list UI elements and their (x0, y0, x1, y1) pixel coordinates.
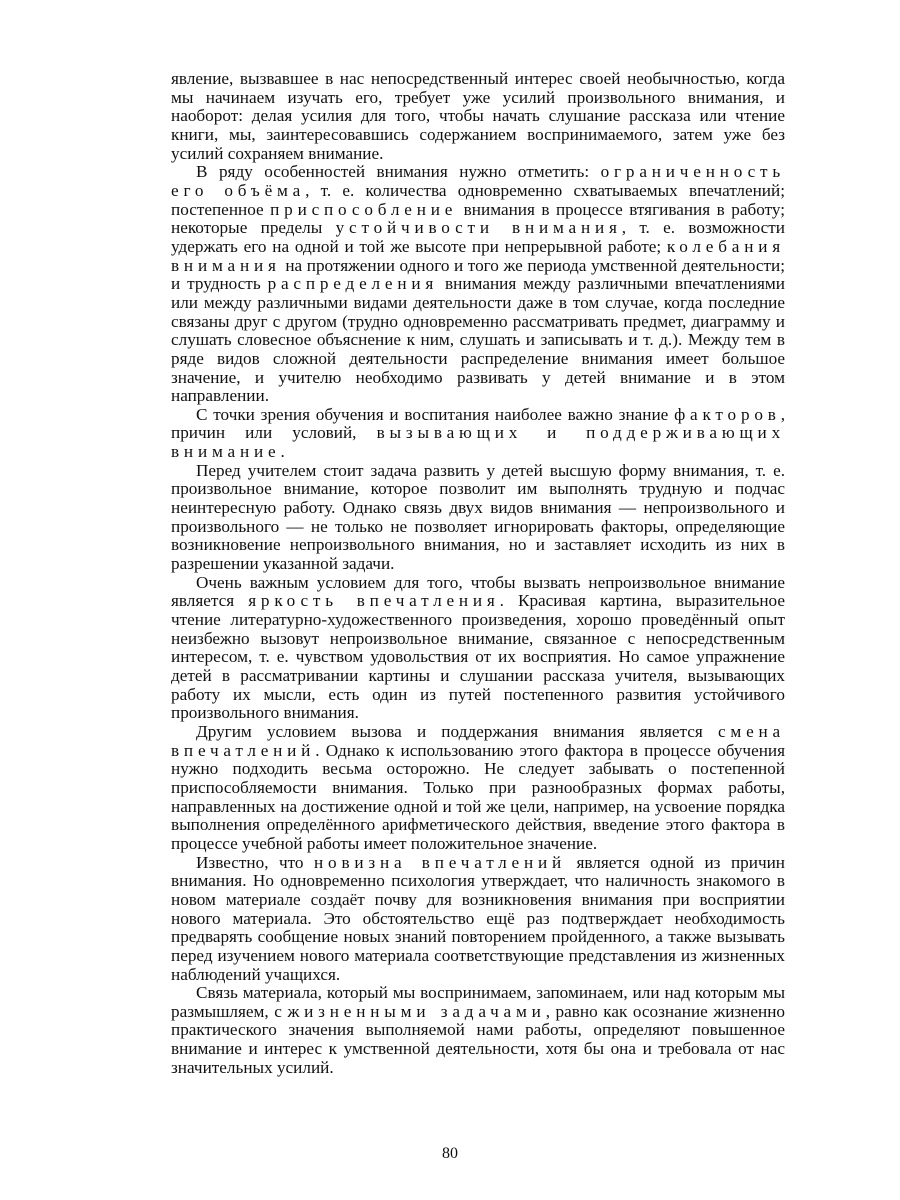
paragraph (171, 723, 785, 854)
paragraph (171, 462, 785, 574)
text-run: Перед учителем стоит задача развить у детей высшую форму внимания, т. е. произвольное внимание, которое позволит им выполнять трудную и подчас неинтересную работу. Однако связь двух видов внимания — непроизвольного и произвольного — не только не позволяет игнорировать факторы, определяющие возникновение непроизвольного внимания, но и заставляет исходить из них в разрешении указанной задачи. (171, 460, 785, 574)
text-run: , т. е. количества одновременно схватываемых впечатлений; постепенное (171, 180, 785, 219)
text-run: , т. е. возможности удержать его на одной и той же высоте при непрерывной работе; (171, 218, 785, 256)
spaced-emphasis: жизненными задачами (287, 1001, 546, 1021)
text-run: Другим условием вызова и поддержания внимания является (196, 721, 718, 741)
spaced-emphasis: факторов (674, 404, 781, 424)
spaced-emphasis: приспособление (270, 199, 458, 219)
text-run: Очень важным условием для того, чтобы вызвать непроизвольное внимание является (171, 572, 785, 611)
spaced-emphasis: новизна впечатлений (314, 852, 566, 872)
text-run: . Красивая картина, выразительное чтение литературно-художественного произведения, хорошо проведённый опыт неизбежно вызовут непроизвольное внимание, связанное с непосредственным интересом, т. е. чувством удовольствия от их восприятия. Но самое упражнение детей в рассматривании картины и слушании рассказа учителя, вызывающих работу их мысли, есть один из путей постепенного развития устойчивого произвольного внимания. (171, 591, 785, 723)
spaced-emphasis: смена впечатлений (171, 721, 785, 760)
spaced-emphasis: ограниченность его объёма (171, 162, 785, 200)
paragraph (171, 574, 785, 723)
text-run: является одной из причин внимания. Но одновременно психология утверждает, что наличность знакомого в новом материале создаёт почву для возникновения внимания при восприятии нового материала. Это обстоятельство ещё раз подтверждает необходимость предварять сообщение новых знаний повторением пройденного, а также вызывать перед изучением нового материала соответствующие представления из жизненных наблюдений учащихся. (171, 852, 785, 984)
text-run: С точки зрения обучения и воспитания наиболее важно знание (196, 404, 675, 424)
spaced-emphasis: вызывающих и поддерживающих внимание (171, 423, 785, 462)
paragraph (171, 163, 785, 406)
text-run: В ряду особенностей внимания нужно отметить: (196, 162, 601, 182)
text-run: , равно как осознание жизненно практического значения выполняемой нами работы, определяют повышенное внимание и интерес к умственной деятельности, хотя бы она и требовала от нас значительных усилий. (171, 1001, 786, 1077)
spaced-emphasis: устойчивости внимания (335, 218, 622, 238)
spaced-emphasis: распределения (267, 274, 439, 294)
text-run: на протяжении одного и того же периода умственной деятельности; и трудность (171, 255, 785, 294)
paragraph (171, 70, 785, 163)
text-run: внимания между различными впечатлениями или между различными видами деятельности даже в том случае, когда последние связаны друг с другом (трудно одновременно рассматривать предмет, диаграмму и слушать словесное объяснение к ним, слушать и записывать и т. д.). Между тем в ряде видов сложной деятельности распределение внимания имеет большое значение, и учителю необходимо развивать у детей внимание и в этом направлении. (171, 274, 785, 406)
body-text (171, 70, 785, 1077)
text-run: . Однако к использованию этого фактора в процессе обучения нужно подходить весьма осторожно. Не следует забывать о постепенной приспособляемости внимания. Только при разнообразных формах работы, направленных на достижение одной и той же цели, например, на усвоение порядка выполнения определённого арифметического действия, введение этого фактора в процессе учебной работы имеет положительное значение. (171, 740, 785, 853)
page-number: 80 (442, 1145, 458, 1162)
text-run: явление, вызвавшее в нас непосредственный интерес своей необычностью, когда мы начинаем изучать его, требует уже усилий произвольного внимания, и наоборот: делая усилия для того, чтобы начать слушание рассказа или чтение книги, мы, заинтересовавшись содержанием воспринимаемого, затем уже без усилий сохраняем внимание. (171, 69, 785, 163)
paragraph (171, 984, 785, 1077)
text-run: Известно, что (196, 852, 315, 872)
text-run: Связь материала, который мы воспринимаем, запоминаем, или над которым мы размышляем, с (171, 983, 785, 1021)
text-run: . (280, 442, 285, 462)
spaced-emphasis: яркость впечатления (248, 591, 500, 611)
text-run: , причин или условий, (171, 404, 785, 443)
spaced-emphasis: колебания внимания (171, 236, 785, 275)
paragraph (171, 406, 785, 462)
paragraph (171, 854, 785, 985)
text-run: внимания в процессе втягивания в работу; некоторые пределы (171, 199, 785, 238)
